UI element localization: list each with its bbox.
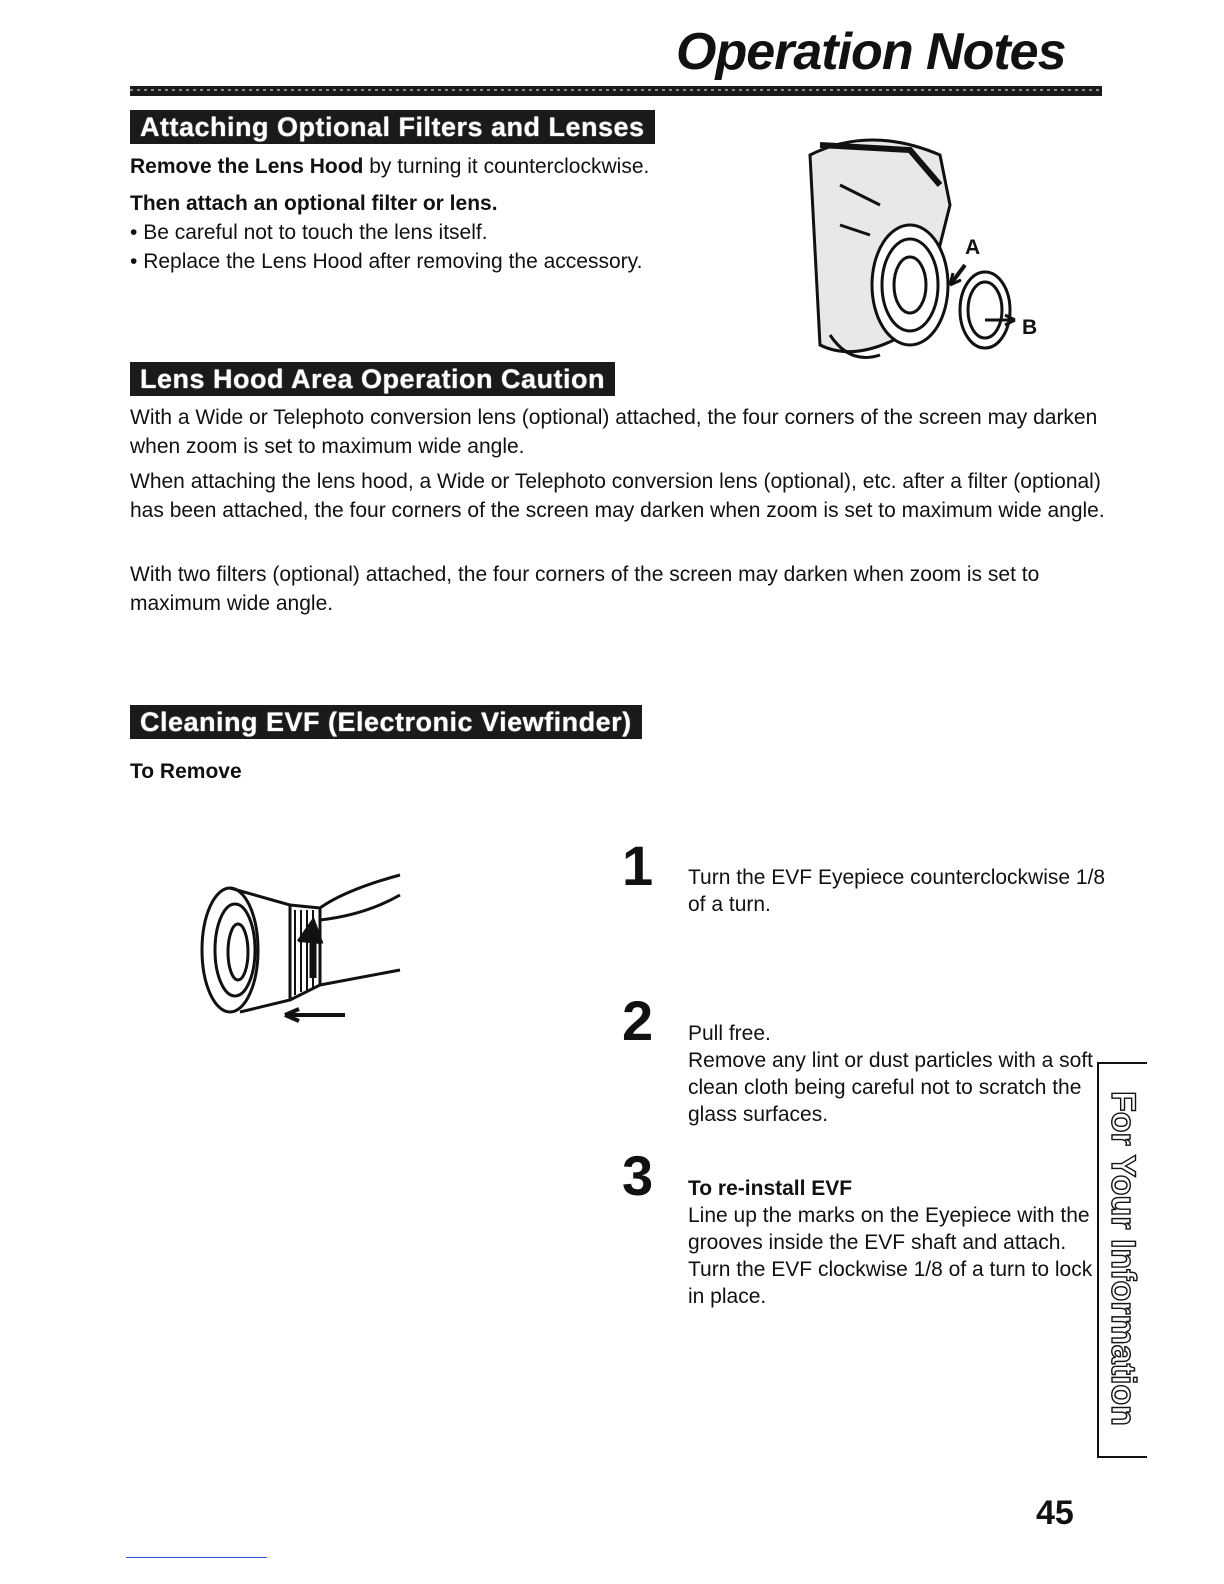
page-number: 45 <box>1036 1494 1074 1532</box>
step-body-2 <box>688 1020 1108 1128</box>
figure-label-a: A <box>965 236 981 259</box>
caution-paragraph-2: When attaching the lens hood, a Wide or Telephoto conversion lens (optional), etc. after a filter (optional) has been attached, the four corners of the screen may darken when zoom is set to maximum wide angle. <box>130 470 1105 522</box>
caution-paragraph-1: With a Wide or Telephoto conversion lens (optional) attached, the four corners of the screen may darken when zoom is set to maximum wide angle. <box>130 406 1098 458</box>
footer-line <box>126 1557 267 1558</box>
filters-instructions <box>130 152 770 276</box>
camera-lens-illustration <box>800 125 1060 370</box>
lens-hood-rest: by turning it counterclockwise. <box>363 155 650 178</box>
step-heading-3: To re-install EVF <box>688 1177 853 1200</box>
step-body-3 <box>688 1175 1108 1310</box>
list-item: • Replace the Lens Hood after removing the accessory. <box>130 247 770 276</box>
step-number-1: 1 <box>622 834 654 897</box>
filters-bullet-list <box>130 218 770 276</box>
list-item: • Be careful not to touch the lens itself. <box>130 218 770 247</box>
title-divider <box>130 86 1102 96</box>
attach-filter-bold: Then attach an optional filter or lens. <box>130 192 498 215</box>
step-text-1: Turn the EVF Eyepiece counterclockwise 1/8 of a turn. <box>688 866 1106 916</box>
step-number-2: 2 <box>622 989 654 1052</box>
figure-label-b: B <box>1022 316 1038 339</box>
section-header-evf: Cleaning EVF (Electronic Viewfinder) <box>130 705 642 739</box>
page-title: Operation Notes <box>676 23 1066 81</box>
section-header-caution: Lens Hood Area Operation Caution <box>130 362 615 396</box>
to-remove-subheading: To Remove <box>130 760 242 783</box>
step-number-3: 3 <box>622 1144 654 1207</box>
caution-paragraph-3: With two filters (optional) attached, the four corners of the screen may darken when zoom is set to maximum wide angle. <box>130 563 1040 615</box>
side-tab-label: For Your Information <box>1104 1090 1142 1426</box>
evf-eyepiece-illustration <box>195 860 415 1030</box>
step-text-3: Line up the marks on the Eyepiece with the grooves inside the EVF shaft and attach. Turn the EVF clockwise 1/8 of a turn to lock in place. <box>688 1204 1093 1308</box>
step-heading-2: Pull free. <box>688 1022 771 1045</box>
section-header-filters: Attaching Optional Filters and Lenses <box>130 110 655 144</box>
lens-hood-bold: Remove the Lens Hood <box>130 155 364 178</box>
step-text-2: Remove any lint or dust particles with a soft clean cloth being careful not to scratch the glass surfaces. <box>688 1049 1094 1126</box>
